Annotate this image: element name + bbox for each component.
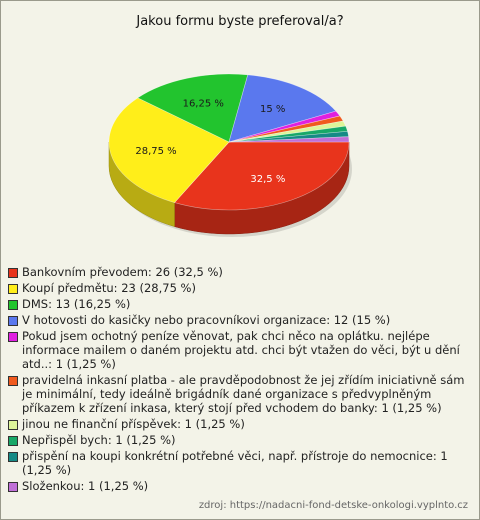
- legend-swatch: [8, 332, 18, 342]
- legend-label: Bankovním převodem: 26 (32,5 %): [22, 265, 223, 279]
- legend-swatch: [8, 482, 18, 492]
- legend-label: jinou ne finanční příspěvek: 1 (1,25 %): [22, 417, 245, 431]
- legend-label: přispění na koupi konkrétní potřebné věci, např. přístroje do nemocnice: 1 (1,25 %): [22, 449, 448, 477]
- slice-label: 32,5 %: [250, 173, 286, 185]
- legend-swatch: [8, 436, 18, 446]
- legend-item: [8, 329, 470, 371]
- legend-item: [8, 433, 470, 447]
- legend-item: [8, 479, 470, 493]
- legend-label: Nepřispěl bych: 1 (1,25 %): [22, 433, 176, 447]
- legend: [8, 265, 470, 495]
- legend-item: [8, 297, 470, 311]
- legend-item: [8, 417, 470, 431]
- legend-item: [8, 449, 470, 477]
- legend-swatch: [8, 420, 18, 430]
- legend-label: pravidelná inkasní platba - ale pravděpodobnost že jej zřídím iniciativně sám je minimální, tedy ideálně brigádník dané organizace s předvyplněným příkazem k zřízení inkasa, který stojí před vchodem do banky: 1 (1,25 %): [22, 373, 465, 415]
- legend-label: Koupí předmětu: 23 (28,75 %): [22, 281, 196, 295]
- slice-label: 16,25 %: [182, 98, 224, 110]
- legend-swatch: [8, 452, 18, 462]
- slice-label: 28,75 %: [135, 146, 177, 158]
- source-note: zdroj: https://nadacni-fond-detske-onkologi.vyplnto.cz: [198, 500, 468, 511]
- legend-swatch: [8, 376, 18, 386]
- legend-label: DMS: 13 (16,25 %): [22, 297, 131, 311]
- legend-swatch: [8, 268, 18, 278]
- legend-label: Složenkou: 1 (1,25 %): [22, 479, 149, 493]
- legend-swatch: [8, 300, 18, 310]
- legend-swatch: [8, 284, 18, 294]
- legend-item: [8, 313, 470, 327]
- legend-item: [8, 265, 470, 279]
- legend-item: [8, 373, 470, 415]
- legend-item: [8, 281, 470, 295]
- legend-label: Pokud jsem ochotný peníze věnovat, pak chci něco na oplátku. nejlépe informace mailem o daném projektu atd. chci být vtažen do věci, být u dění atd..: 1 (1,25 %): [22, 329, 460, 371]
- legend-label: V hotovosti do kasičky nebo pracovníkovi organizace: 12 (15 %): [22, 313, 391, 327]
- chart-title: Jakou formu byste preferoval/a?: [136, 14, 344, 29]
- legend-swatch: [8, 316, 18, 326]
- slice-label: 15 %: [260, 103, 286, 115]
